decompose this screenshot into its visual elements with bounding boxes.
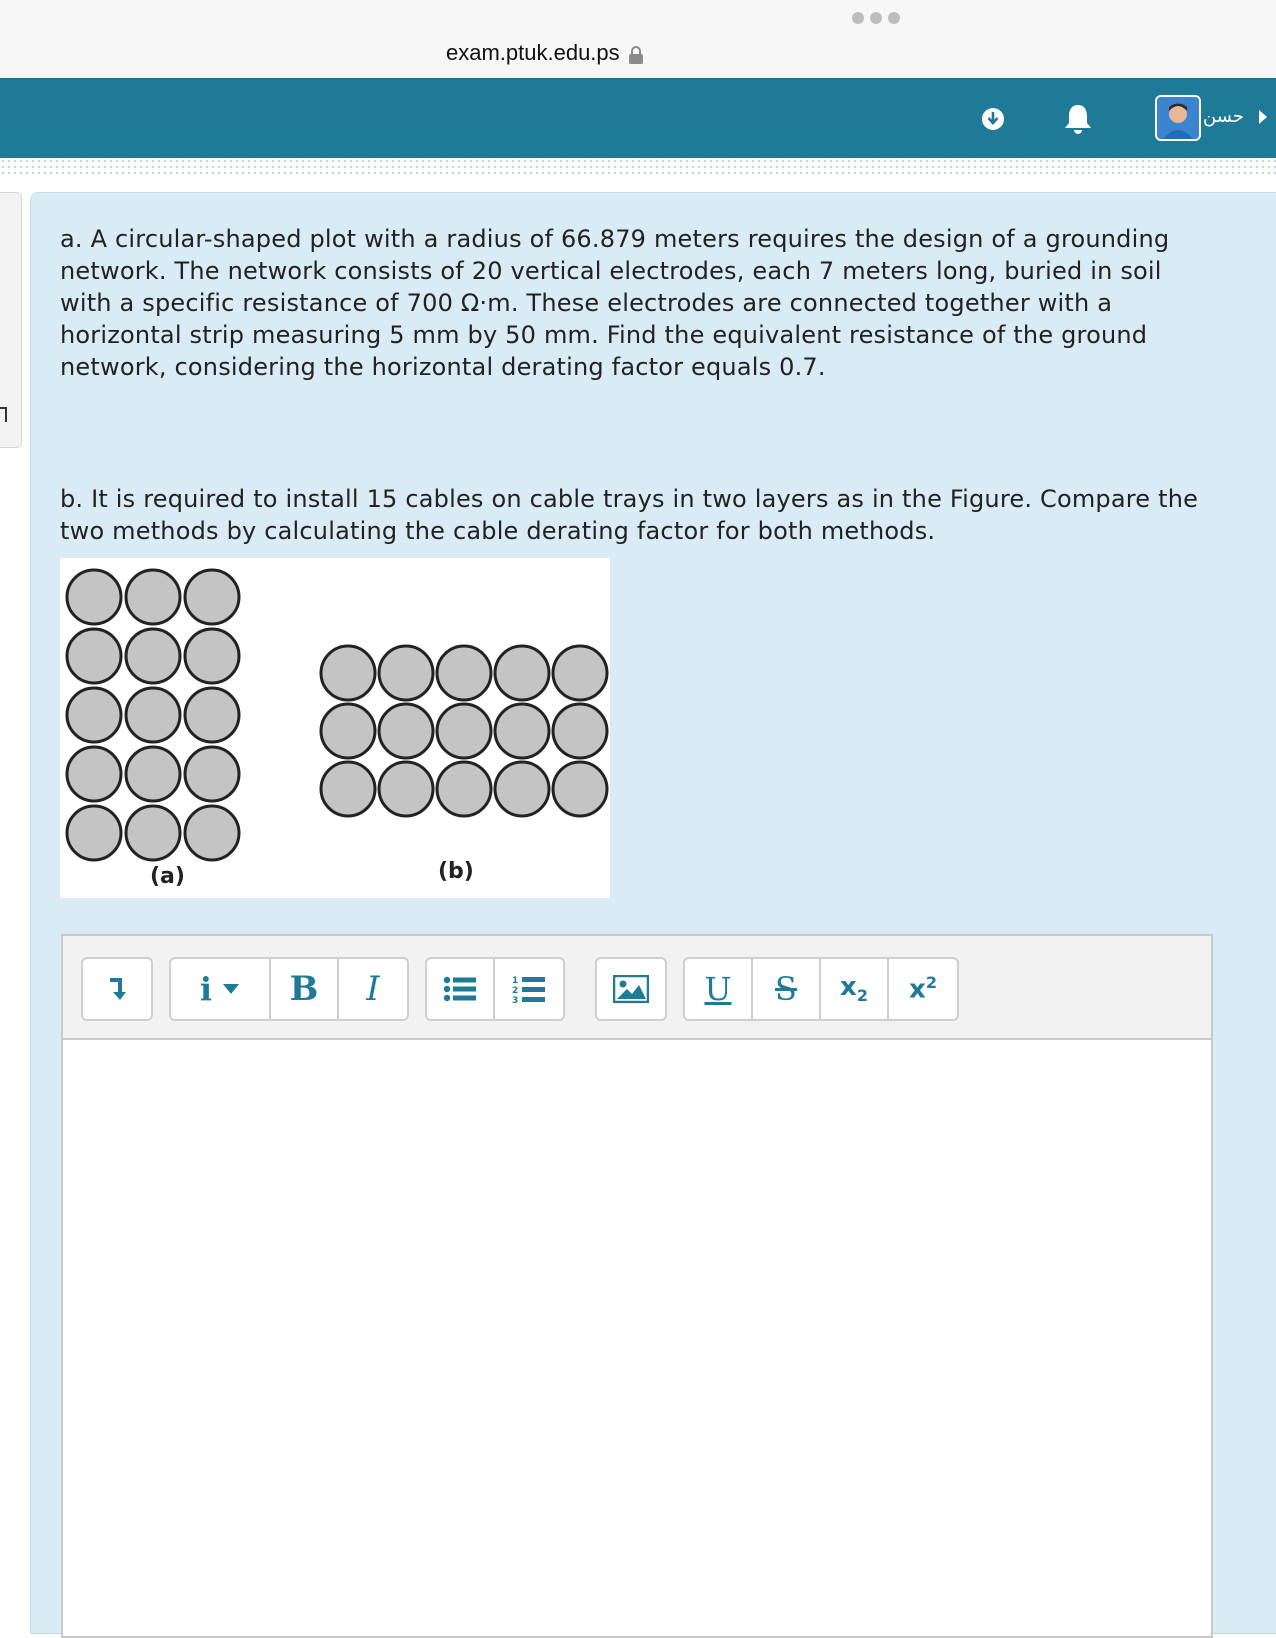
arrangement-a-cable-4-3 [185, 747, 239, 801]
more-options-icon[interactable] [852, 12, 900, 24]
toolbar-group-text [169, 957, 409, 1021]
arrangement-b-cable-1-3 [437, 646, 491, 700]
paragraph-format-label: i [199, 970, 213, 1008]
bullet-list-button[interactable] [427, 959, 495, 1019]
strikethrough-button[interactable] [753, 959, 821, 1019]
arrangement-a-cable-3-2 [126, 688, 180, 742]
arrangement-a-cable-5-1 [67, 806, 121, 860]
arrangement-b-cable-3-3 [437, 762, 491, 816]
svg-text:2: 2 [512, 986, 519, 996]
strikethrough-label: S [775, 970, 797, 1008]
lock-icon [628, 44, 644, 62]
underline-button[interactable] [685, 959, 753, 1019]
figure-label-b: (b) [438, 859, 474, 884]
arrangement-a-cable-1-2 [126, 570, 180, 624]
arrangement-a-cable-5-2 [126, 806, 180, 860]
arrangement-b-cable-2-3 [437, 704, 491, 758]
svg-text:1: 1 [512, 976, 519, 986]
cable-arrangement-figure [60, 558, 610, 898]
italic-button[interactable] [339, 959, 407, 1019]
toolbar-group-lists [425, 957, 565, 1021]
arrangement-a-cable-4-2 [126, 747, 180, 801]
arrangement-a [67, 570, 239, 860]
toolbar-group-media [595, 957, 667, 1021]
arrow-down-icon [107, 976, 127, 1002]
bold-label: B [289, 969, 319, 1009]
arrangement-b-cable-3-5 [553, 762, 607, 816]
url-text: exam.ptuk.edu.ps [446, 40, 620, 65]
user-avatar[interactable] [1155, 95, 1201, 141]
arrangement-b-cable-2-1 [321, 704, 375, 758]
arrangement-b-cable-3-2 [379, 762, 433, 816]
numbered-list-button[interactable] [495, 959, 563, 1019]
editor-text-area[interactable] [63, 1040, 1211, 1636]
figure-label-a: (a) [150, 864, 185, 889]
question-part-b: b. It is required to install 15 cables on cable trays in two layers as in the Figure. Compare the two methods by calculating the cable derating factor for both methods. [60, 485, 1199, 545]
arrangement-b-cable-1-5 [553, 646, 607, 700]
subscript-mark: 2 [856, 986, 868, 1006]
header-divider [0, 158, 1276, 176]
answer-editor [61, 934, 1213, 1638]
url-display[interactable] [446, 40, 644, 66]
italic-label: I [366, 969, 380, 1009]
subscript-button[interactable] [821, 959, 889, 1019]
superscript-button[interactable] [889, 959, 957, 1019]
arrangement-a-cable-2-3 [185, 629, 239, 683]
arrangement-a-cable-2-1 [67, 629, 121, 683]
arrangement-b [321, 646, 607, 816]
superscript-mark: 2 [925, 973, 937, 993]
editor-toolbar [63, 936, 1211, 1040]
subscript-base: x [840, 972, 857, 1003]
arrangement-b-cable-2-2 [379, 704, 433, 758]
superscript-base: x [909, 974, 926, 1005]
bold-button[interactable] [271, 959, 339, 1019]
arrangement-a-cable-3-1 [67, 688, 121, 742]
arrangement-a-cable-1-3 [185, 570, 239, 624]
arrangement-b-cable-3-4 [495, 762, 549, 816]
subscript-label [840, 972, 868, 1005]
arrangement-a-cable-1-1 [67, 570, 121, 624]
insert-image-button[interactable] [597, 959, 665, 1019]
paragraph-format-button[interactable] [171, 959, 271, 1019]
figure-canvas [60, 558, 610, 898]
svg-text:3: 3 [512, 996, 519, 1004]
caret-right-icon[interactable] [1257, 108, 1269, 126]
underline-label: U [704, 970, 732, 1008]
image-icon [613, 975, 649, 1003]
toolbar-group-collapse [81, 957, 153, 1021]
app-header [0, 78, 1276, 158]
download-icon[interactable] [980, 106, 1006, 132]
superscript-label [909, 973, 937, 1005]
arrangement-a-cable-5-3 [185, 806, 239, 860]
toolbar-toggle-button[interactable] [83, 959, 151, 1019]
numbered-list-icon [512, 974, 546, 1004]
toolbar-group-styles [683, 957, 959, 1021]
question-part-a: a. A circular-shaped plot with a radius of 66.879 meters requires the design of a grounding network. The network consists of 20 vertical electrodes, each 7 meters long, buried in soil with a specific resistance of 700 Ω·m. These electrodes are connected together with a horizontal strip measuring 5 mm by 50 mm. Find the equivalent resistance of the ground network, considering the horizontal derating factor equals 0.7. [60, 225, 1170, 381]
arrangement-a-cable-2-2 [126, 629, 180, 683]
arrangement-b-cable-2-4 [495, 704, 549, 758]
arrangement-a-cable-3-3 [185, 688, 239, 742]
notification-bell-icon[interactable] [1062, 102, 1094, 136]
user-name[interactable]: حسن [1203, 106, 1244, 127]
arrangement-b-cable-3-1 [321, 762, 375, 816]
arrangement-b-cable-2-5 [553, 704, 607, 758]
arrangement-b-cable-1-4 [495, 646, 549, 700]
side-tab-glyph-icon [0, 400, 10, 427]
dropdown-caret-icon [222, 983, 240, 995]
browser-address-bar [0, 0, 1276, 79]
bullet-list-icon [443, 975, 477, 1003]
arrangement-b-cable-1-1 [321, 646, 375, 700]
arrangement-a-cable-4-1 [67, 747, 121, 801]
arrangement-b-cable-1-2 [379, 646, 433, 700]
